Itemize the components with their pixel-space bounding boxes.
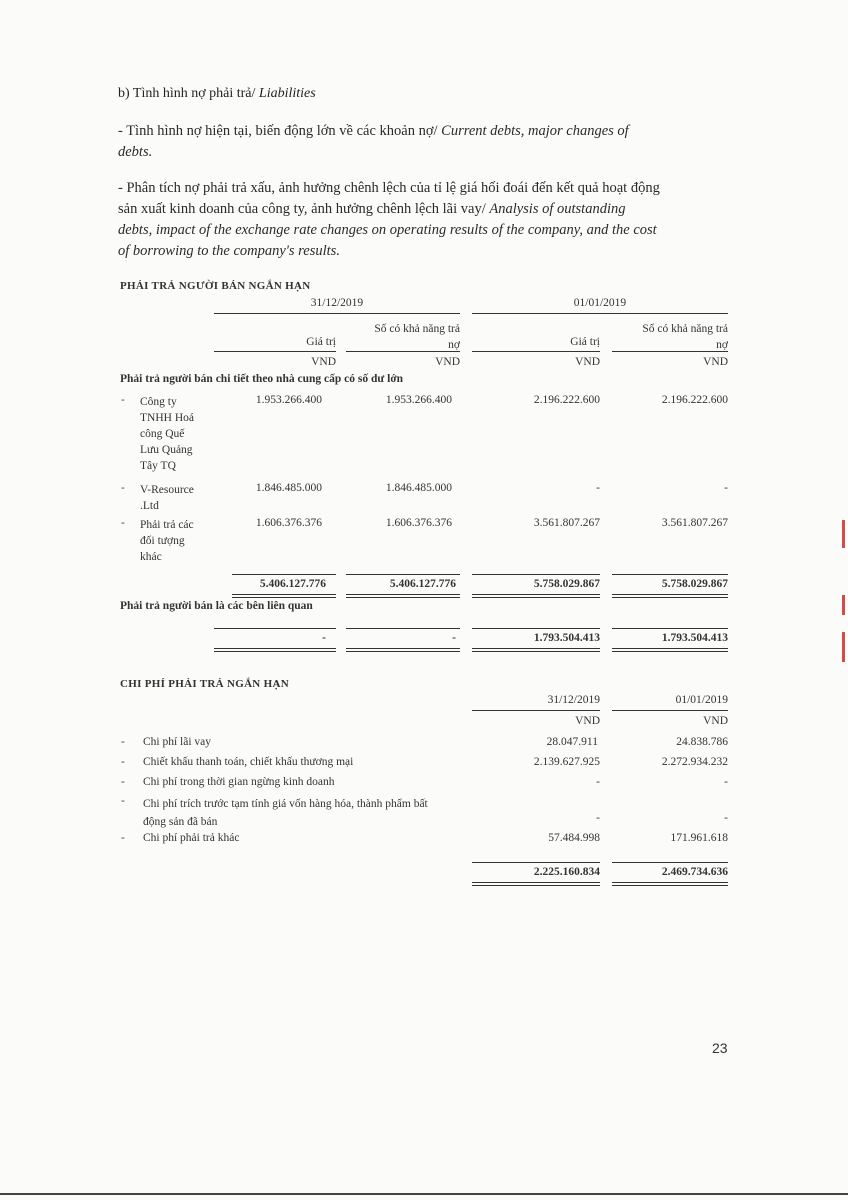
bullet2-line2-italic: Analysis of outstanding bbox=[489, 201, 626, 217]
accrued-total-v2: 2.469.734.636 bbox=[661, 866, 728, 878]
accrued-total-v1: 2.225.160.834 bbox=[533, 866, 600, 878]
accrued-row-5-v1: 57.484.998 bbox=[548, 832, 600, 844]
stamp-edge-mark bbox=[842, 595, 845, 615]
page-bottom-edge bbox=[0, 1193, 848, 1195]
accrued-row-4-l1: Chi phí trích trước tạm tính giá vốn hàng hóa, thành phẩm bất bbox=[143, 798, 428, 810]
row2-name-l2: .Ltd bbox=[140, 500, 159, 512]
row3-p2: 3.561.807.267 bbox=[661, 517, 728, 529]
row1-name-l1: Công ty bbox=[140, 396, 177, 408]
accrued-row-5-label: Chi phí phải trả khác bbox=[143, 832, 240, 844]
currency-4: VND bbox=[703, 356, 728, 368]
bullet1-line1-italic: Current debts, major changes of bbox=[441, 123, 629, 139]
col-payable-2-l2: nợ bbox=[716, 339, 728, 351]
row1-p2: 2.196.222.600 bbox=[661, 394, 728, 406]
row1-name-l5: Tây TQ bbox=[140, 460, 176, 472]
row1-v1: 1.953.266.400 bbox=[255, 394, 322, 406]
accrued-currency-1: VND bbox=[575, 715, 600, 727]
accrued-row-1-v2: 24.838.786 bbox=[676, 736, 728, 748]
page-number: 23 bbox=[712, 1040, 728, 1056]
currency-2: VND bbox=[435, 356, 460, 368]
accrued-row-3-v2: - bbox=[724, 776, 728, 788]
bullet2-line4-italic: of borrowing to the company's results. bbox=[118, 243, 340, 259]
col-payable-2-l1: Số có khả năng trả bbox=[642, 323, 728, 335]
payables-total-v1: 5.406.127.776 bbox=[259, 578, 326, 590]
bullet1-line2-italic: debts. bbox=[118, 144, 153, 160]
col-value-2: Giá trị bbox=[570, 336, 600, 348]
col-payable-1-l1: Số có khả năng trả bbox=[374, 323, 460, 335]
bullet-current-debts bbox=[118, 121, 718, 163]
accrued-row-4-v1: - bbox=[596, 812, 600, 824]
row3-name-l2: đối tượng bbox=[140, 535, 185, 547]
row3-v1: 1.606.376.376 bbox=[255, 517, 322, 529]
accrued-row-3-v1: - bbox=[596, 776, 600, 788]
accrued-row-4-v2: - bbox=[724, 812, 728, 824]
related-v1: - bbox=[322, 632, 326, 644]
payables-total-p2: 5.758.029.867 bbox=[661, 578, 728, 590]
payables-row-3-name bbox=[140, 517, 194, 565]
row3-name-l3: khác bbox=[140, 551, 162, 563]
accrued-currency-2: VND bbox=[703, 715, 728, 727]
related-p1: - bbox=[452, 632, 456, 644]
payables-period2: 01/01/2019 bbox=[573, 297, 627, 309]
row2-name-l1: V-Resource bbox=[140, 484, 194, 496]
accrued-row-4-label bbox=[143, 795, 428, 831]
row1-name-l2: TNHH Hoá bbox=[140, 412, 194, 424]
section-b-prefix: b) Tình hình nợ phải trả/ bbox=[118, 86, 259, 101]
row1-v2: 2.196.222.600 bbox=[533, 394, 600, 406]
section-b-heading bbox=[118, 86, 316, 102]
payables-total-v2: 5.758.029.867 bbox=[533, 578, 600, 590]
bullet1-line1-normal: - Tình hình nợ hiện tại, biến động lớn về các khoản nợ/ bbox=[118, 123, 442, 139]
row3-name-l1: Phải trả các bbox=[140, 519, 194, 531]
stamp-edge-mark bbox=[842, 520, 845, 548]
col-payable-1-l2: nợ bbox=[448, 339, 460, 351]
accrued-row-2-v1: 2.139.627.925 bbox=[533, 756, 600, 768]
row3-p1: 1.606.376.376 bbox=[385, 517, 452, 529]
payables-row-2-name bbox=[140, 482, 194, 514]
bullet2-line1: - Phân tích nợ phải trả xấu, ảnh hưởng chênh lệch của tỉ lệ giá hối đoái đến kết quả hoạt động bbox=[118, 180, 660, 196]
accrued-row-2-label: Chiết khấu thanh toán, chiết khấu thương mại bbox=[143, 756, 354, 768]
col-value-1: Giá trị bbox=[306, 336, 336, 348]
col-payable-2 bbox=[612, 321, 728, 353]
bullet2-line2-normal: sản xuất kinh doanh của công ty, ảnh hưởng chênh lệch lãi vay/ bbox=[118, 201, 490, 217]
accrued-row-3-label: Chi phí trong thời gian ngừng kinh doanh bbox=[143, 776, 335, 788]
col-payable-1 bbox=[346, 321, 460, 353]
row1-name-l4: Lưu Quảng bbox=[140, 444, 193, 456]
section-b-italic: Liabilities bbox=[258, 86, 316, 101]
related-p2: 1.793.504.413 bbox=[661, 632, 728, 644]
payables-total-p1: 5.406.127.776 bbox=[389, 578, 456, 590]
bullet-analysis bbox=[118, 178, 718, 262]
accrued-row-1-v1: 28.047.911 bbox=[546, 736, 598, 748]
accrued-row-1-label: Chi phí lãi vay bbox=[143, 736, 212, 748]
accrued-period2: 01/01/2019 bbox=[675, 694, 728, 706]
payables-title: PHẢI TRẢ NGƯỜI BÁN NGẮN HẠN bbox=[120, 280, 311, 292]
related-heading: Phải trả người bán là các bên liên quan bbox=[120, 600, 313, 612]
row3-v2: 3.561.807.267 bbox=[533, 517, 600, 529]
bullet2-line3-italic: debts, impact of the exchange rate changes on operating results of the company, and the cost bbox=[118, 222, 657, 238]
row2-p1: 1.846.485.000 bbox=[385, 482, 452, 494]
accrued-title: CHI PHÍ PHẢI TRẢ NGẮN HẠN bbox=[120, 678, 289, 690]
row1-p1: 1.953.266.400 bbox=[385, 394, 452, 406]
accrued-period1: 31/12/2019 bbox=[547, 694, 600, 706]
detail-heading: Phải trả người bán chi tiết theo nhà cung cấp có số dư lớn bbox=[120, 373, 404, 385]
stamp-edge-mark bbox=[842, 632, 845, 662]
payables-row-1-name bbox=[140, 394, 194, 474]
row1-name-l3: công Quế bbox=[140, 428, 185, 440]
row2-v2: - bbox=[596, 482, 600, 494]
currency-1: VND bbox=[311, 356, 336, 368]
related-v2: 1.793.504.413 bbox=[533, 632, 600, 644]
accrued-row-2-v2: 2.272.934.232 bbox=[661, 756, 728, 768]
currency-3: VND bbox=[575, 356, 600, 368]
accrued-row-4-l2: động sản đã bán bbox=[143, 816, 218, 828]
payables-period1: 31/12/2019 bbox=[310, 297, 364, 309]
row2-v1: 1.846.485.000 bbox=[255, 482, 322, 494]
row2-p2: - bbox=[724, 482, 728, 494]
accrued-row-5-v2: 171.961.618 bbox=[670, 832, 728, 844]
